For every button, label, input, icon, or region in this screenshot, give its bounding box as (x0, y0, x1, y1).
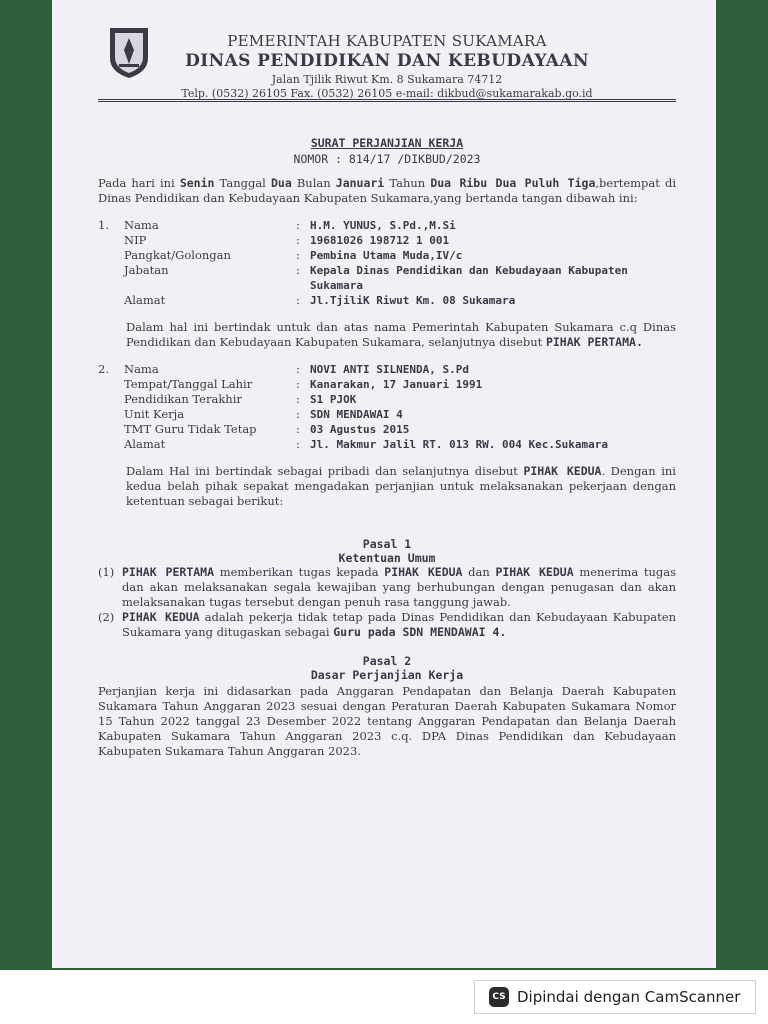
field-value: 03 Agustus 2015 (310, 423, 410, 436)
colon: : (296, 422, 300, 436)
document-page (52, 0, 716, 968)
field-value: Jl. Makmur Jalil RT. 013 RW. 004 Kec.Sukamara (310, 438, 609, 451)
field-label: Nama (124, 218, 159, 232)
clause-party: PIHAK PERTAMA (122, 565, 215, 579)
field-label: Pangkat/Golongan (124, 248, 231, 262)
article-title: Pasal 1 (362, 537, 412, 551)
article-subtitle: Dasar Perjanjian Kerja (310, 668, 464, 682)
clause-segment: memberikan tugas kepada (214, 565, 385, 579)
colon: : (296, 218, 300, 232)
intro-paragraph (98, 176, 676, 206)
statement-text: Dalam Hal ini bertindak sebagai pribadi dan selanjutnya disebut (126, 464, 524, 478)
field-value: NOVI ANTI SILNENDA, S.Pd (310, 363, 469, 376)
clause-text (122, 610, 676, 640)
party-one-statement (126, 320, 676, 350)
intro-day: Senin (179, 176, 215, 190)
clause-number: (2) (98, 610, 115, 624)
article-subtitle: Ketentuan Umum (338, 551, 436, 565)
field-label: Unit Kerja (124, 407, 185, 421)
party-row (98, 392, 676, 407)
letterhead (98, 22, 676, 102)
clause-segment: adalah pekerja tidak tetap pada Dinas Pendidikan dan Kebudayaan Kabupaten Sukamara yang ditugaskan sebagai (122, 610, 676, 639)
statement-party: PIHAK KEDUA (523, 464, 602, 478)
clause-number: (1) (98, 565, 115, 579)
clause-segment: dan (462, 565, 496, 579)
article-title: Pasal 2 (362, 654, 412, 668)
colon: : (296, 407, 300, 421)
clause-party: PIHAK KEDUA (384, 565, 463, 579)
intro-month: Januari (335, 176, 385, 190)
field-value: H.M. YUNUS, S.Pd.,M.Si (310, 219, 456, 232)
field-value: Kanarakan, 17 Januari 1991 (310, 378, 483, 391)
regency-emblem-icon (106, 24, 152, 80)
field-value: 19681026 198712 1 001 (310, 234, 450, 247)
party-row (98, 407, 676, 422)
document-number: NOMOR : 814/17 /DIKBUD/2023 (293, 152, 481, 166)
party-number: 1. (98, 218, 109, 232)
intro-text: Tanggal (214, 176, 271, 190)
field-label: Pendidikan Terakhir (124, 392, 242, 406)
statement-text: Dalam hal ini bertindak untuk dan atas nama Pemerintah Kabupaten Sukamara c.q Dinas Pendidikan dan Kebudayaan Kabupaten Sukamara, selanjutnya disebut (126, 320, 676, 349)
party-row (98, 263, 676, 293)
party-one (98, 218, 676, 308)
field-value: S1 PJOK (310, 393, 357, 406)
intro-text: ,bertempat di Dinas Pendidikan dan Kebudayaan Kabupaten Sukamara,yang bertanda tangan dibawah ini: (98, 176, 677, 205)
field-label: TMT Guru Tidak Tetap (124, 422, 257, 436)
colon: : (296, 263, 300, 277)
field-value: SDN MENDAWAI 4 (310, 408, 403, 421)
statement-party: PIHAK PERTAMA. (545, 335, 643, 349)
party-two (98, 362, 676, 452)
field-value: Kepala Dinas Pendidikan dan Kebudayaan Kabupaten Sukamara (310, 264, 628, 292)
intro-text: Bulan (291, 176, 336, 190)
field-label: Jabatan (124, 263, 169, 277)
party-row (98, 218, 676, 233)
clause-assignment: Guru pada SDN MENDAWAI 4. (333, 625, 507, 639)
party-row (98, 437, 676, 452)
party-number: 2. (98, 362, 109, 376)
watermark-label: Dipindai dengan CamScanner (517, 988, 741, 1006)
intro-date: Dua (270, 176, 292, 190)
party-two-statement (126, 464, 676, 509)
party-row (98, 362, 676, 377)
government-name: PEMERINTAH KABUPATEN SUKAMARA (227, 32, 547, 50)
clause-party: PIHAK KEDUA (495, 565, 574, 579)
field-label: Alamat (124, 293, 166, 307)
clause-party: PIHAK KEDUA (122, 610, 200, 624)
camscanner-watermark (474, 980, 756, 1014)
camscanner-icon: CS (489, 987, 509, 1007)
colon: : (296, 248, 300, 262)
agency-name: DINAS PENDIDIKAN DAN KEBUDAYAAN (185, 51, 589, 71)
party-row (98, 248, 676, 263)
article-clause (98, 610, 676, 640)
party-row (98, 422, 676, 437)
colon: : (296, 293, 300, 307)
colon: : (296, 362, 300, 376)
colon: : (296, 233, 300, 247)
agency-address: Jalan Tjilik Riwut Km. 8 Sukamara 74712 (271, 73, 503, 86)
intro-year: Dua Ribu Dua Puluh Tiga (430, 176, 596, 190)
colon: : (296, 437, 300, 451)
field-label: Tempat/Tanggal Lahir (124, 377, 253, 391)
field-label: Nama (124, 362, 159, 376)
clause-segment: menerima tugas dan akan melaksanakan segala kewajiban yang berhubungan dengan penugasan dan akan melaksanakan tugas tersebut dengan penuh rasa tanggung jawab. (122, 565, 676, 609)
party-row (98, 233, 676, 248)
intro-text: Pada hari ini (98, 176, 180, 190)
document-title: SURAT PERJANJIAN KERJA (310, 136, 464, 150)
colon: : (296, 377, 300, 391)
agency-contact: Telp. (0532) 26105 Fax. (0532) 26105 e-mail: dikbud@sukamarakab.go.id (181, 87, 593, 100)
clause-text (122, 565, 676, 610)
article-text: Perjanjian kerja ini didasarkan pada Anggaran Pendapatan dan Belanja Daerah Kabupaten Sukamara Tahun Anggaran 2023 sesuai dengan Peraturan Daerah Kabupaten Sukamara Nomor 15 Tahun 2022 tanggal 23 Desember 2022 tentang Anggaran Pendapatan dan Belanja Daerah Kabupaten Sukamara Tahun Anggaran 2023 c.q. DPA Dinas Pendidikan dan Kebudayaan Kabupaten Sukamara Tahun Anggaran 2023. (98, 684, 676, 758)
party-row (98, 293, 676, 308)
article-clause (98, 565, 676, 610)
field-value: Jl.TjiliK Riwut Km. 08 Sukamara (310, 294, 516, 307)
party-row (98, 377, 676, 392)
intro-text: Tahun (384, 176, 431, 190)
statement-text: . Dengan ini kedua belah pihak sepakat mengadakan perjanjian untuk melaksanakan pekerjaan dengan ketentuan sebagai berikut: (126, 464, 676, 508)
colon: : (296, 392, 300, 406)
article-1 (98, 537, 676, 640)
field-value: Pembina Utama Muda,IV/c (310, 249, 463, 262)
field-label: NIP (124, 233, 147, 247)
article-2 (98, 654, 676, 759)
field-label: Alamat (124, 437, 166, 451)
